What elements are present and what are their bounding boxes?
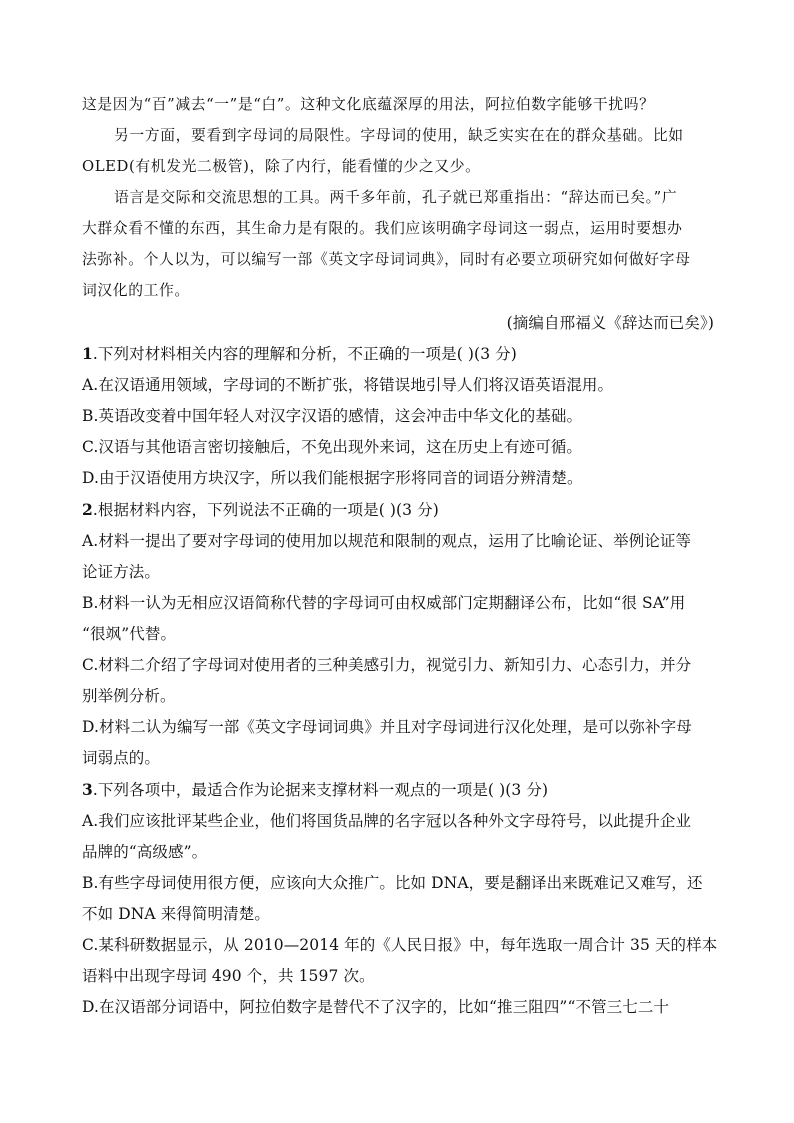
question-1-option-a[interactable]: A.在汉语通用领域，字母词的不断扩张，将错误地引导人们将汉语英语混用。 <box>82 376 614 394</box>
question-1-option-b[interactable]: B.英语改变着中国年轻人对汉字汉语的感情，这会冲击中华文化的基础。 <box>82 407 583 425</box>
passage-line: 大群众看不懂的东西，其生命力是有限的。我们应该明确字母词这一弱点，运用时要想办 <box>82 220 683 237</box>
passage-line: 法弥补。个人以为，可以编写一部《英文字母词词典》，同时有必要立项研究如何做好字母 <box>82 251 691 268</box>
question-3-option-b-cont[interactable]: 不如 DNA 来得简明清楚。 <box>82 905 270 923</box>
question-2-option-a-cont[interactable]: 论证方法。 <box>82 563 161 581</box>
question-2-option-d[interactable]: D.材料二认为编写一部《英文字母词词典》并且对字母词进行汉化处理，是可以弥补字母 <box>82 718 692 736</box>
question-2-option-c[interactable]: C.材料二介绍了字母词对使用者的三种美感引力，视觉引力、新知引力、心态引力，并分 <box>82 656 692 674</box>
passage-line: 词汉化的工作。 <box>82 282 190 299</box>
passage-line: 语言是交际和交流思想的工具。两千多年前，孔子就已郑重指出：“辞达而已矣。”广 <box>114 189 678 206</box>
question-3-option-c-cont[interactable]: 语料中出现字母词 490 个，共 1597 次。 <box>82 967 375 985</box>
passage-line: 这是因为“百”减去“一”是“白”。这种文化底蕴深厚的用法，阿拉伯数字能够干扰吗？ <box>82 96 655 113</box>
question-number: 3 <box>82 780 93 799</box>
question-1-option-c[interactable]: C.汉语与其他语言密切接触后，不免出现外来词，这在历史上有迹可循。 <box>82 438 583 456</box>
question-text: .下列各项中，最适合作为论据来支撑材料一观点的一项是( )(3 分) <box>92 781 549 799</box>
question-1-option-d[interactable]: D.由于汉语使用方块汉字，所以我们能根据字形将同音的词语分辨清楚。 <box>82 469 583 487</box>
question-2-option-b-cont[interactable]: “很飒”代替。 <box>82 625 177 643</box>
question-2-stem <box>82 500 714 520</box>
question-3-stem <box>82 780 714 800</box>
question-1-stem <box>82 344 714 364</box>
question-2-option-b[interactable]: B.材料一认为无相应汉语简称代替的字母词可由权威部门定期翻译公布，比如“很 SA”用 <box>82 594 686 612</box>
question-text: .下列对材料相关内容的理解和分析，不正确的一项是( )(3 分) <box>92 345 517 363</box>
question-3-option-c[interactable]: C.某科研数据显示，从 2010—2014 年的《人民日报》中，每年选取一周合计 35 天的样本 <box>82 936 718 954</box>
question-2-option-a[interactable]: A.材料一提出了要对字母词的使用加以规范和限制的观点，运用了比喻论证、举例论证等 <box>82 532 692 550</box>
question-3-option-a[interactable]: A.我们应该批评某些企业，他们将国货品牌的名字冠以各种外文字母符号，以此提升企业 <box>82 812 692 830</box>
passage-line: 另一方面，要看到字母词的局限性。字母词的使用，缺乏实实在在的群众基础。比如 <box>114 127 684 144</box>
question-2-option-c-cont[interactable]: 别举例分析。 <box>82 687 176 705</box>
question-number: 2 <box>82 500 93 519</box>
question-number: 1 <box>82 344 93 363</box>
passage-source: (摘编自邢福义《辞达而已矣》) <box>506 314 714 332</box>
passage-line: OLED(有机发光二极管)，除了内行，能看懂的少之又少。 <box>82 158 481 175</box>
question-text: .根据材料内容，下列说法不正确的一项是( )(3 分) <box>92 501 439 519</box>
question-3-option-d[interactable]: D.在汉语部分词语中，阿拉伯数字是替代不了汉字的，比如“推三阻四”“不管三七二十 <box>82 998 670 1016</box>
question-2-option-d-cont[interactable]: 词弱点的。 <box>82 749 161 767</box>
question-3-option-b[interactable]: B.有些字母词使用很方便，应该向大众推广。比如 DNA，要是翻译出来既难记又难写，还 <box>82 874 703 892</box>
question-3-option-a-cont[interactable]: 品牌的“高级感”。 <box>82 843 208 861</box>
